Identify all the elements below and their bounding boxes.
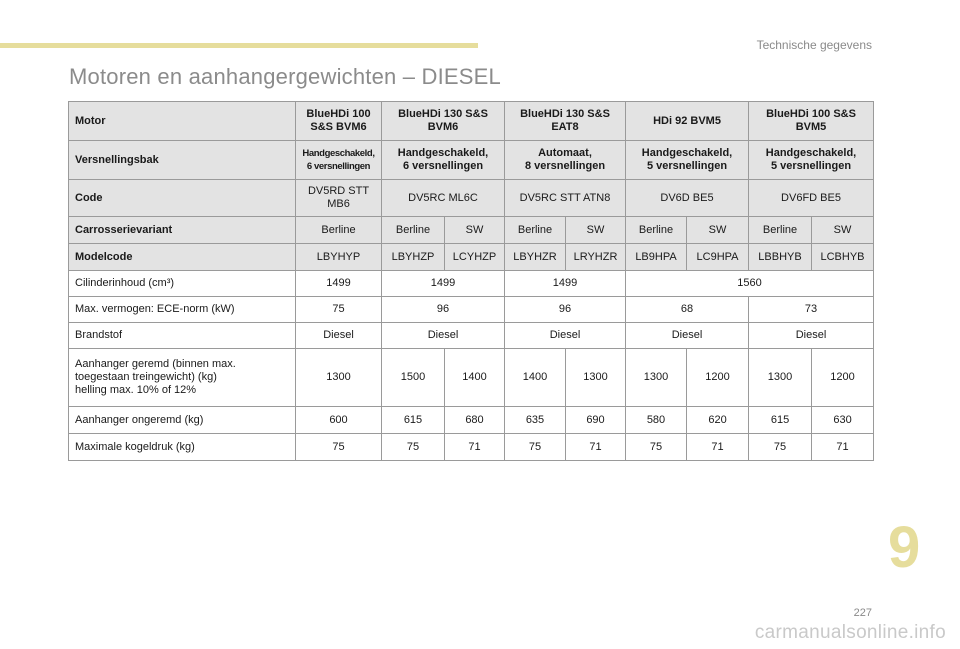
motor-cell: BlueHDi 100 S&S BVM5 [749,102,874,141]
unbraked-cell: 630 [812,407,874,434]
unbraked-cell: 680 [445,407,505,434]
unbraked-trailer-row [69,407,874,434]
motor-cell: BlueHDi 100 S&S BVM6 [296,102,382,141]
braked-cell: 1300 [296,349,382,407]
accent-bar [0,43,478,48]
row-label: Cilinderinhoud (cm³) [69,271,296,297]
fuel-cell: Diesel [382,323,505,349]
fuel-cell: Diesel [296,323,382,349]
displacement-cell: 1499 [505,271,626,297]
body-cell: Berline [749,217,812,244]
braked-cell: 1300 [626,349,687,407]
gearbox-row [69,141,874,180]
body-cell: SW [687,217,749,244]
braked-cell: 1500 [382,349,445,407]
page-number: 227 [853,607,872,619]
motor-cell: BlueHDi 130 S&S BVM6 [382,102,505,141]
section-name: Technische gegevens [756,38,872,52]
displacement-cell: 1499 [296,271,382,297]
braked-cell: 1400 [445,349,505,407]
unbraked-cell: 620 [687,407,749,434]
fuel-cell: Diesel [749,323,874,349]
gearbox-cell: Automaat, 8 versnellingen [505,141,626,180]
row-label: Modelcode [69,244,296,271]
code-cell: DV5RC ML6C [382,180,505,217]
unbraked-cell: 635 [505,407,566,434]
model-cell: LBYHYP [296,244,382,271]
body-cell: SW [812,217,874,244]
model-cell: LBYHZP [382,244,445,271]
gearbox-cell: Handgeschakeld, 6 versnellingen [296,141,382,180]
unbraked-cell: 690 [566,407,626,434]
power-cell: 96 [382,297,505,323]
chapter-number: 9 [888,515,921,580]
body-cell: SW [445,217,505,244]
braked-cell: 1400 [505,349,566,407]
braked-cell: 1200 [812,349,874,407]
row-label: Code [69,180,296,217]
gearbox-cell: Handgeschakeld, 5 versnellingen [749,141,874,180]
displacement-row [69,271,874,297]
fuel-row [69,323,874,349]
row-label: Maximale kogeldruk (kg) [69,434,296,461]
code-cell: DV6D BE5 [626,180,749,217]
fuel-cell: Diesel [505,323,626,349]
braked-cell: 1200 [687,349,749,407]
page-title: Motoren en aanhangergewichten – DIESEL [69,64,501,89]
row-label: Aanhanger ongeremd (kg) [69,407,296,434]
engine-spec-table [68,101,874,461]
displacement-cell: 1560 [626,271,874,297]
noseweight-cell: 71 [687,434,749,461]
braked-trailer-row [69,349,874,407]
unbraked-cell: 600 [296,407,382,434]
code-cell: DV6FD BE5 [749,180,874,217]
gearbox-cell: Handgeschakeld, 6 versnellingen [382,141,505,180]
fuel-cell: Diesel [626,323,749,349]
power-cell: 96 [505,297,626,323]
model-cell: LCYHZP [445,244,505,271]
model-cell: LRYHZR [566,244,626,271]
row-label: Aanhanger geremd (binnen max. toegestaan treingewicht) (kg) helling max. 10% of 12% [69,349,296,407]
model-cell: LCBHYB [812,244,874,271]
code-cell: DV5RD STT MB6 [296,180,382,217]
body-cell: Berline [626,217,687,244]
model-cell: LC9HPA [687,244,749,271]
code-row [69,180,874,217]
noseweight-cell: 75 [505,434,566,461]
body-cell: SW [566,217,626,244]
row-label: Motor [69,102,296,141]
noseweight-cell: 75 [296,434,382,461]
braked-cell: 1300 [566,349,626,407]
power-row [69,297,874,323]
model-cell: LBBHYB [749,244,812,271]
body-cell: Berline [382,217,445,244]
row-label: Carrosserievariant [69,217,296,244]
noseweight-cell: 75 [382,434,445,461]
noseweight-row [69,434,874,461]
unbraked-cell: 615 [749,407,812,434]
noseweight-cell: 75 [626,434,687,461]
gearbox-cell: Handgeschakeld, 5 versnellingen [626,141,749,180]
noseweight-cell: 71 [445,434,505,461]
row-label: Versnellingsbak [69,141,296,180]
motor-row [69,102,874,141]
row-label: Brandstof [69,323,296,349]
motor-cell: HDi 92 BVM5 [626,102,749,141]
model-cell: LBYHZR [505,244,566,271]
noseweight-cell: 75 [749,434,812,461]
row-label: Max. vermogen: ECE-norm (kW) [69,297,296,323]
model-row [69,244,874,271]
body-cell: Berline [505,217,566,244]
motor-cell: BlueHDi 130 S&S EAT8 [505,102,626,141]
unbraked-cell: 615 [382,407,445,434]
noseweight-cell: 71 [812,434,874,461]
power-cell: 75 [296,297,382,323]
code-cell: DV5RC STT ATN8 [505,180,626,217]
body-cell: Berline [296,217,382,244]
unbraked-cell: 580 [626,407,687,434]
braked-cell: 1300 [749,349,812,407]
noseweight-cell: 71 [566,434,626,461]
body-row [69,217,874,244]
power-cell: 73 [749,297,874,323]
displacement-cell: 1499 [382,271,505,297]
model-cell: LB9HPA [626,244,687,271]
power-cell: 68 [626,297,749,323]
watermark: carmanualsonline.info [754,622,946,643]
